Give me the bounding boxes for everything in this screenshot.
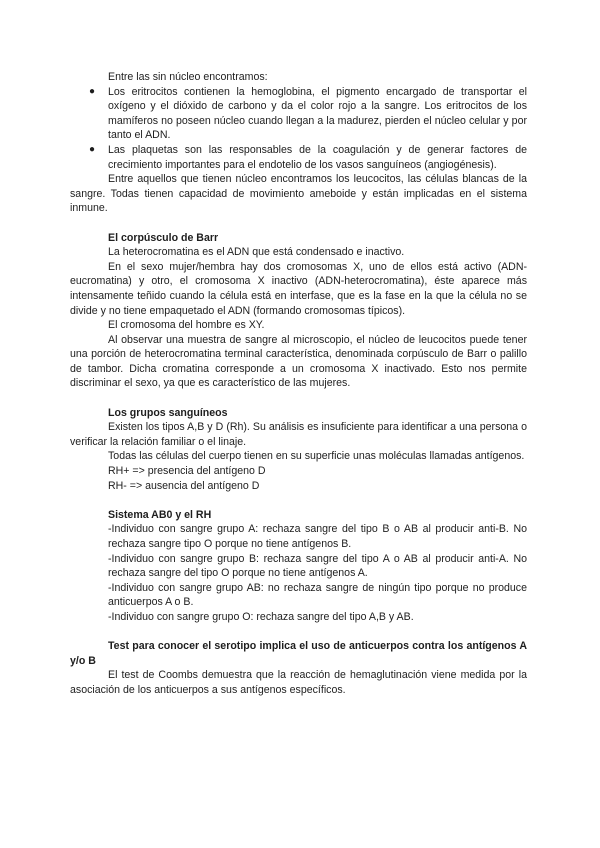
section-heading-sistema: Sistema AB0 y el RH [108, 508, 212, 521]
paragraph: Al observar una muestra de sangre al microscopio, el núcleo de leucocitos puede tener una porción de heterocromatina terminal característica, denominada corpúsculo de Barr o palillo de tambor. Dicha cromatina corresponde a un cromosoma X inactivado. Esto nos permite discriminar el sexo, ya que es característico de las mujeres. [70, 333, 527, 390]
bullet-icon: ● [89, 143, 96, 155]
list-item: -Individuo con sangre grupo AB: no rechaza sangre de ningún tipo porque no produce anticuerpos A o B. [108, 581, 527, 609]
paragraph: Todas las células del cuerpo tienen en su superficie unas moléculas llamadas antígenos. [108, 450, 525, 463]
paragraph: El cromosoma del hombre es XY. [108, 319, 265, 332]
list-item [70, 85, 527, 143]
list-item: -Individuo con sangre grupo O: rechaza sangre del tipo A,B y AB. [108, 610, 414, 623]
bullet-list [70, 85, 527, 173]
bullet-icon: ● [89, 85, 96, 97]
list-item: -Individuo con sangre grupo B: rechaza sangre del tipo A o AB al producir anti-A. No rechaza sangre del tipo O porque no tiene antígenos A. [108, 552, 527, 580]
list-item [70, 143, 527, 172]
bullet-text: Las plaquetas son las responsables de la coagulación y de generar factores de crecimiento importantes para el endotelio de los vasos sanguíneos (angiogénesis). [108, 143, 527, 171]
section-heading-barr: El corpúsculo de Barr [108, 231, 219, 244]
intro-lead: Entre las sin núcleo encontramos: [108, 71, 268, 83]
section-heading-test: Test para conocer el serotipo implica el uso de anticuerpos contra los antígenos A y/o B [70, 640, 527, 667]
leucocitos-paragraph: Entre aquellos que tienen núcleo encontramos los leucocitos, las células blancas de la sangre. Todas tienen capacidad de movimiento ameboide y están implicadas en el sistema inmune. [70, 173, 527, 215]
rh-positive-line: RH+ => presencia del antígeno D [108, 465, 266, 478]
paragraph: Existen los tipos A,B y D (Rh). Su análisis es insuficiente para identificar a una persona o verificar la relación familiar o el linaje. [70, 421, 527, 448]
paragraph: En el sexo mujer/hembra hay dos cromosomas X, uno de ellos está activo (ADN-eucromatina) y otro, el cromosoma X inactivo (ADN-heterocromatina), éste aparece más intensamente teñido cuando la célula está en interfase, que es la fase en la que la célula no se divide y no tiene empaquetado el ADN (formando cromosomas típicos). [70, 260, 527, 317]
bullet-text: Los eritrocitos contienen la hemoglobina, el pigmento encargado de transportar el oxígeno y el dióxido de carbono y da el color rojo a la sangre. Los eritrocitos de los mamíferos no poseen núcleo cuando llegan a la madurez, pierden el núcleo celular y por tanto el ADN. [108, 85, 527, 142]
section-heading-grupos: Los grupos sanguíneos [108, 406, 228, 419]
list-item: -Individuo con sangre grupo A: rechaza sangre del tipo B o AB al producir anti-B. No rechaza sangre tipo O porque no tiene antígenos B. [108, 523, 527, 550]
paragraph: La heterocromatina es el ADN que está condensado e inactivo. [108, 246, 405, 259]
rh-negative-line: RH- => ausencia del antígeno D [108, 479, 260, 492]
page-content [70, 70, 527, 698]
paragraph: El test de Coombs demuestra que la reacción de hemaglutinación viene medida por la asociación de los anticuerpos a sus antígenos específicos. [70, 669, 527, 696]
